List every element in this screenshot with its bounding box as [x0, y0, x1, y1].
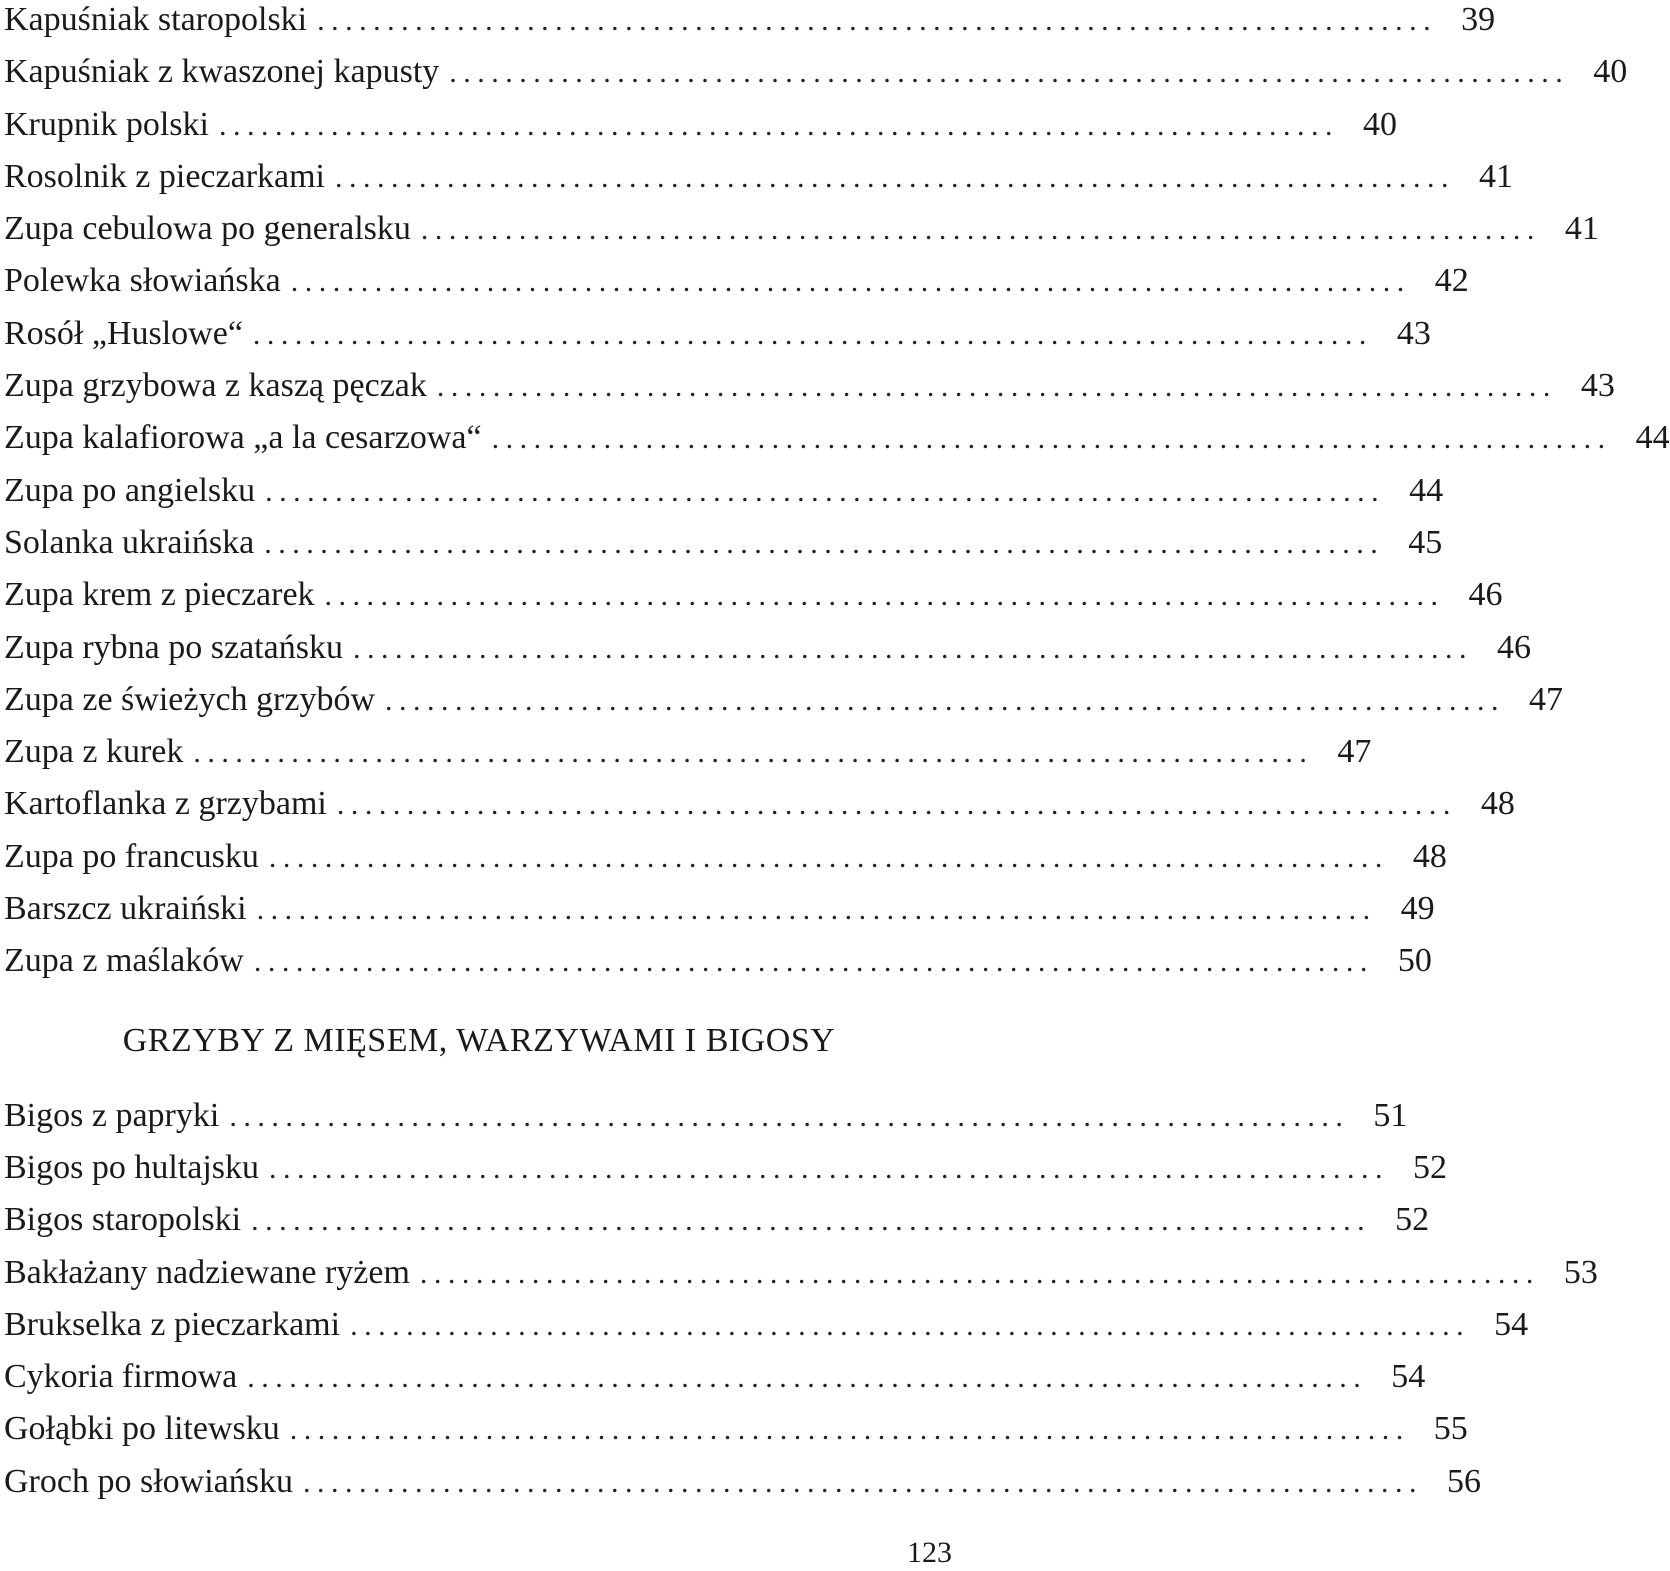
- toc-entry: [4, 1403, 1468, 1455]
- entry-page-number: 52: [1395, 1201, 1430, 1239]
- entry-title: Bigos staropolski: [4, 1201, 242, 1239]
- toc-entry: [4, 831, 1447, 883]
- entry-page-number: 44: [1409, 471, 1444, 509]
- toc-entry: [4, 203, 1599, 255]
- entry-page-number: 50: [1397, 942, 1432, 980]
- entry-page-number: 49: [1400, 890, 1435, 928]
- entry-page-number: 40: [1593, 53, 1628, 91]
- entry-page-number: 43: [1396, 314, 1431, 352]
- entry-title: Rosół „Huslowe“: [4, 314, 243, 352]
- entry-title: Zupa po francusku: [4, 837, 259, 875]
- entry-page-number: 53: [1563, 1253, 1598, 1291]
- entry-title: Krupnik polski: [4, 105, 209, 143]
- toc-entry: [4, 0, 1496, 46]
- entry-page-number: 54: [1391, 1358, 1426, 1396]
- toc-entry: [4, 1194, 1430, 1246]
- dot-leader: ................................................................................: [350, 1308, 1471, 1342]
- toc-entry: [4, 99, 1397, 151]
- entry-title: Zupa cebulowa po generalsku: [4, 210, 411, 248]
- dot-leader: ................................................................................: [251, 1204, 1372, 1238]
- entry-page-number: 43: [1580, 367, 1615, 405]
- toc-entry: [4, 465, 1444, 517]
- entry-title: Kartoflanka z grzybami: [4, 785, 327, 823]
- entry-title: Zupa z maślaków: [4, 942, 244, 980]
- entry-title: Bigos po hultajsku: [4, 1148, 260, 1186]
- entry-page-number: 40: [1362, 105, 1397, 143]
- dot-leader: ................................................................................: [449, 56, 1570, 90]
- entry-page-number: 41: [1564, 210, 1599, 248]
- entry-page-number: 45: [1408, 523, 1443, 561]
- entry-page-number: 44: [1635, 419, 1670, 457]
- entry-title: Zupa z kurek: [4, 733, 184, 771]
- entry-title: Zupa rybna po szatańsku: [4, 628, 343, 666]
- dot-leader: ................................................................................: [317, 4, 1438, 37]
- toc-entry: [4, 569, 1503, 621]
- entry-title: Polewka słowiańska: [4, 262, 281, 300]
- toc-entry: [4, 935, 1432, 987]
- dot-leader: ................................................................................: [247, 1361, 1368, 1395]
- toc-entry: [4, 412, 1670, 464]
- toc-entry: [4, 308, 1431, 360]
- entry-page-number: 48: [1480, 785, 1515, 823]
- toc-entry: [4, 517, 1443, 569]
- entry-title: Kapuśniak z kwaszonej kapusty: [4, 53, 440, 91]
- dot-leader: ................................................................................: [324, 579, 1445, 613]
- dot-leader: ................................................................................: [218, 108, 1339, 142]
- dot-leader: ................................................................................: [352, 631, 1473, 665]
- dot-leader: ................................................................................: [253, 945, 1374, 979]
- toc-entry: [4, 255, 1469, 307]
- entry-title: Zupa kalafiorowa „a la cesarzowa“: [4, 419, 482, 457]
- entry-title: Kapuśniak staropolski: [4, 1, 308, 38]
- entry-title: Gołąbki po litewsku: [4, 1410, 280, 1448]
- dot-leader: ................................................................................: [265, 474, 1386, 508]
- entry-page-number: 42: [1434, 262, 1469, 300]
- toc-entry: [4, 1456, 1481, 1508]
- entry-title: Zupa krem z pieczarek: [4, 576, 315, 614]
- dot-leader: ................................................................................: [419, 1256, 1540, 1290]
- toc-entry: [4, 674, 1564, 726]
- entry-title: Brukselka z pieczarkami: [4, 1305, 341, 1343]
- table-of-contents: [4, 0, 1670, 1508]
- dot-leader: ................................................................................: [290, 265, 1411, 299]
- dot-leader: ................................................................................: [268, 840, 1389, 874]
- toc-entry: [4, 883, 1435, 935]
- toc-entry: [4, 1351, 1426, 1403]
- entry-page-number: 41: [1479, 157, 1514, 195]
- toc-entry: [4, 151, 1514, 203]
- toc-entry: [4, 1142, 1448, 1194]
- dot-leader: ................................................................................: [256, 893, 1377, 927]
- dot-leader: ................................................................................: [436, 370, 1557, 404]
- toc-entry: [4, 622, 1531, 674]
- toc-entry: [4, 1247, 1598, 1299]
- dot-leader: ................................................................................: [491, 422, 1612, 456]
- entry-title: Groch po słowiańsku: [4, 1462, 293, 1500]
- entry-page-number: 51: [1373, 1096, 1408, 1134]
- section-heading: GRZYBY Z MIĘSEM, WARZYWAMI I BIGOSY: [122, 1021, 836, 1059]
- dot-leader: ................................................................................: [193, 736, 1314, 770]
- toc-entry: [4, 46, 1628, 98]
- entry-page-number: 55: [1433, 1410, 1468, 1448]
- entry-title: Zupa po angielsku: [4, 471, 256, 509]
- toc-entry: [4, 778, 1515, 830]
- entry-title: Bakłażany nadziewane ryżem: [4, 1253, 410, 1291]
- dot-leader: ................................................................................: [385, 683, 1506, 717]
- entry-page-number: 39: [1461, 1, 1496, 38]
- dot-leader: ................................................................................: [229, 1099, 1350, 1133]
- entry-title: Barszcz ukraiński: [4, 890, 247, 928]
- entry-title: Bigos z papryki: [4, 1096, 220, 1134]
- entry-title: Zupa grzybowa z kaszą pęczak: [4, 367, 427, 405]
- dot-leader: ................................................................................: [264, 526, 1385, 560]
- entry-page-number: 47: [1529, 680, 1564, 718]
- toc-section-soups: [4, 0, 1670, 988]
- dot-leader: ................................................................................: [289, 1413, 1410, 1447]
- entry-title: Zupa ze świeżych grzybów: [4, 680, 376, 718]
- dot-leader: ................................................................................: [335, 160, 1456, 194]
- entry-page-number: 46: [1468, 576, 1503, 614]
- toc-entry: [4, 1090, 1408, 1142]
- dot-leader: ................................................................................: [420, 213, 1541, 247]
- entry-title: Solanka ukraińska: [4, 523, 255, 561]
- entry-page-number: 48: [1412, 837, 1447, 875]
- entry-page-number: 47: [1337, 733, 1372, 771]
- entry-page-number: 56: [1446, 1462, 1481, 1500]
- dot-leader: ................................................................................: [252, 317, 1373, 351]
- entry-page-number: 54: [1494, 1305, 1529, 1343]
- entry-title: Rosolnik z pieczarkami: [4, 157, 326, 195]
- toc-section-mushrooms-meat: [4, 1090, 1598, 1508]
- dot-leader: ................................................................................: [302, 1465, 1423, 1499]
- entry-page-number: 52: [1413, 1148, 1448, 1186]
- entry-page-number: 46: [1496, 628, 1531, 666]
- dot-leader: ................................................................................: [269, 1151, 1390, 1185]
- entry-title: Cykoria firmowa: [4, 1358, 238, 1396]
- dot-leader: ................................................................................: [336, 788, 1457, 822]
- toc-entry: [4, 360, 1615, 412]
- toc-entry: [4, 726, 1372, 778]
- page-number-footer: 123: [907, 1536, 952, 1569]
- toc-entry: [4, 1299, 1529, 1351]
